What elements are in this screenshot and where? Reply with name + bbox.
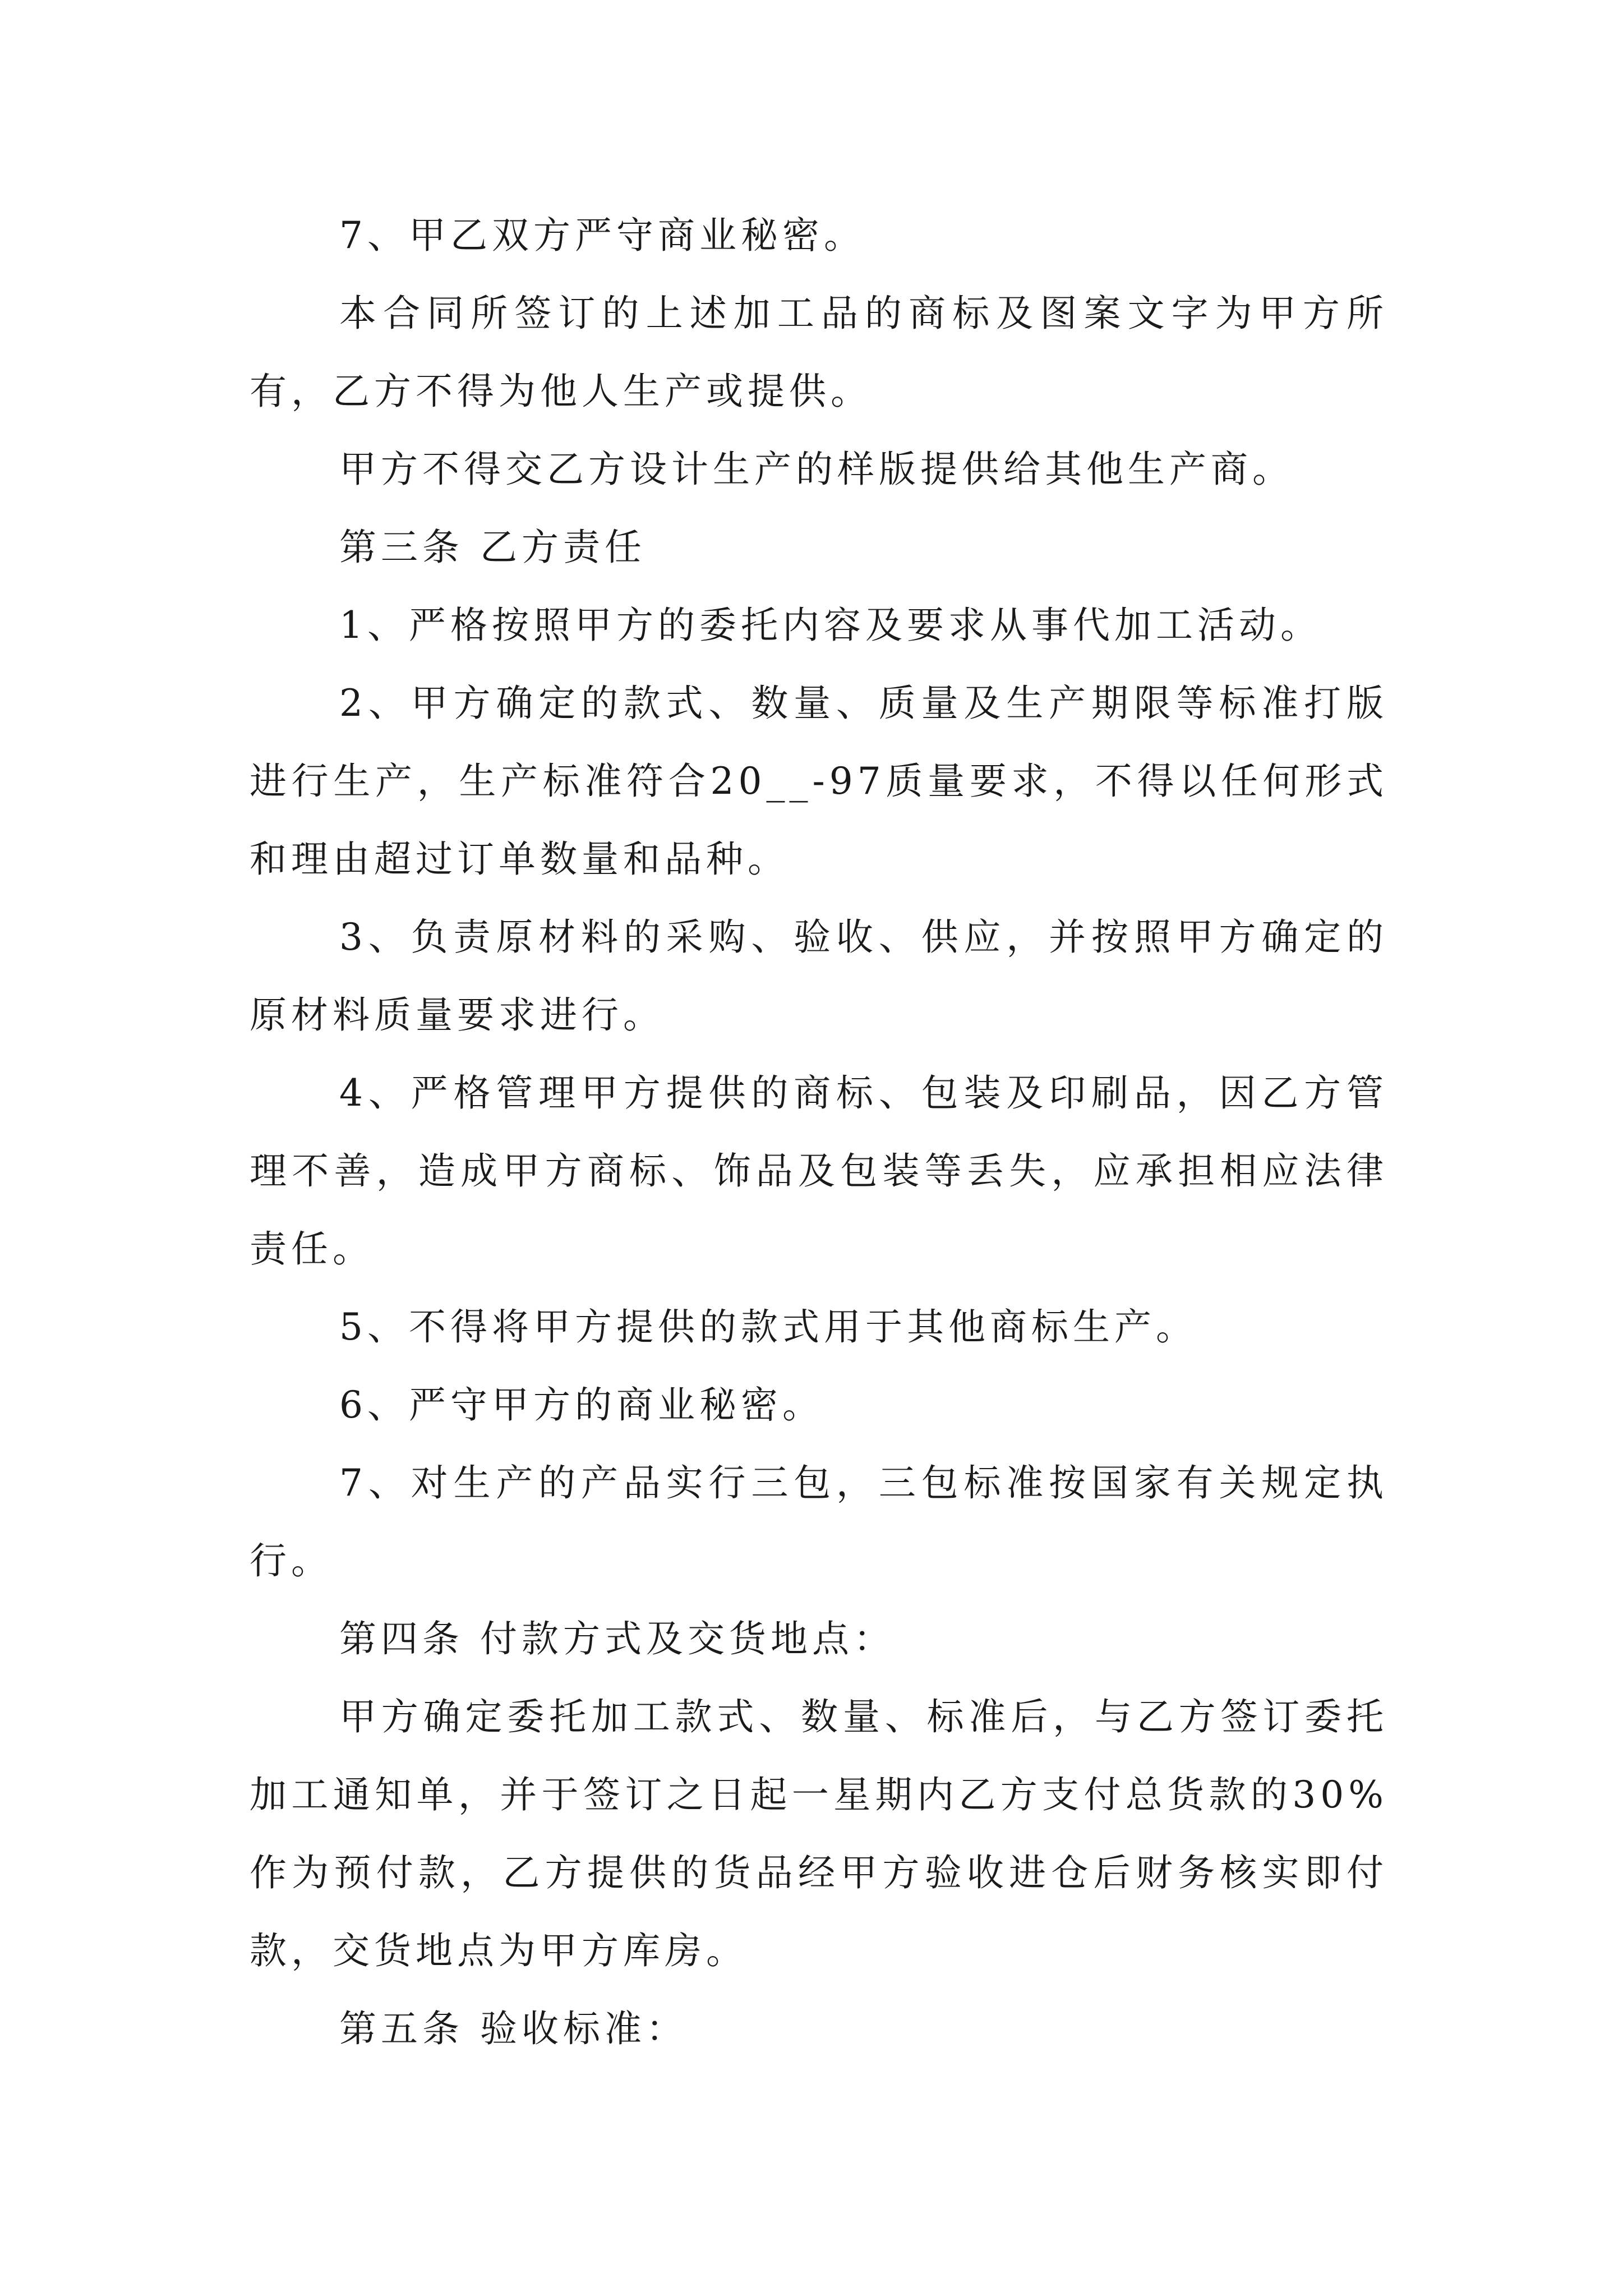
clause-item-2: 2、甲方确定的款式、数量、质量及生产期限等标准打版进行生产，生产标准符合20__-97质量要求，不得以任何形式和理由超过订单数量和品种。 [250,682,1388,881]
clause-item-6: 6、严守甲方的商业秘密。 [339,1383,824,1427]
article-4-heading: 第四条 付款方式及交货地点： [339,1617,895,1660]
clause-item-3: 3、负责原材料的采购、验收、供应，并按照甲方确定的原材料质量要求进行。 [250,915,1388,1037]
paragraph-sample-restriction: 甲方不得交乙方设计生产的样版提供给其他生产商。 [339,448,1294,491]
clause-item-7-confidentiality: 7、甲乙双方严守商业秘密。 [339,214,865,257]
clause-item-1: 1、严格按照甲方的委托内容及要求从事代加工活动。 [339,604,1322,647]
paragraph-payment-terms: 甲方确定委托加工款式、数量、标准后，与乙方签订委托加工通知单，并于签订之日起一星期内乙方支付总货款的30%作为预付款，乙方提供的货品经甲方验收进仓后财务核实即付款，交货地点为甲方库房。 [250,1695,1388,1972]
paragraph-trademark-ownership: 本合同所签订的上述加工品的商标及图案文字为甲方所有，乙方不得为他人生产或提供。 [250,292,1388,413]
clause-item-4: 4、严格管理甲方提供的商标、包装及印刷品，因乙方管理不善，造成甲方商标、饰品及包装等丢失，应承担相应法律责任。 [250,1071,1388,1271]
clause-item-7-warranty: 7、对生产的产品实行三包，三包标准按国家有关规定执行。 [250,1461,1388,1582]
document-body [250,196,1388,2068]
article-3-heading: 第三条 乙方责任 [339,526,646,569]
clause-item-5: 5、不得将甲方提供的款式用于其他商标生产。 [339,1305,1197,1349]
article-5-heading: 第五条 验收标准： [339,2007,688,2050]
